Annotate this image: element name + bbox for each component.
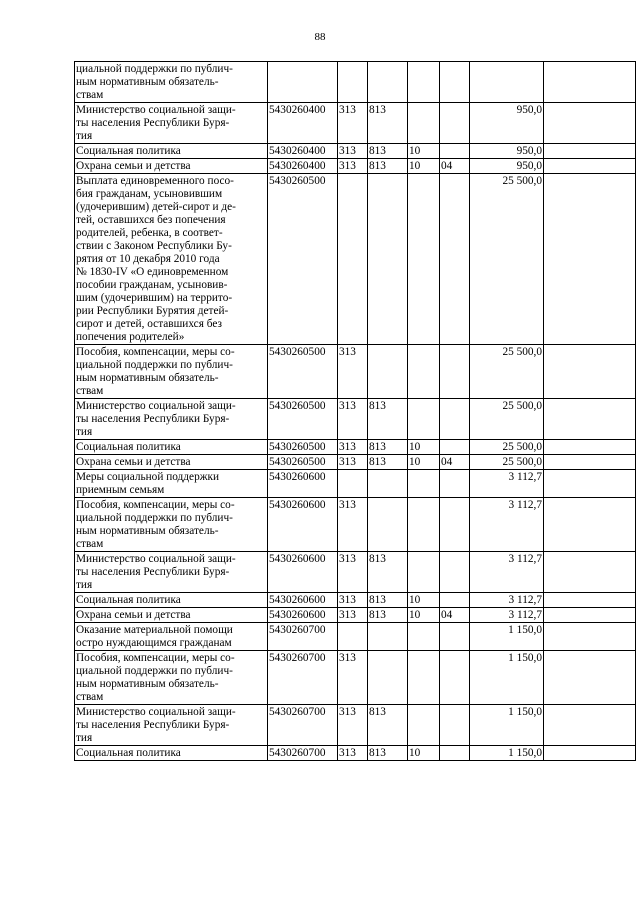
empty-cell bbox=[544, 62, 636, 103]
table-row bbox=[75, 399, 636, 440]
empty-cell bbox=[544, 746, 636, 761]
row-name-cell: Министерство социальной защи- ты населения Республики Буря- тия bbox=[75, 399, 268, 440]
subsection-cell bbox=[440, 62, 470, 103]
amount-cell: 1 150,0 bbox=[470, 746, 544, 761]
target-article-cell bbox=[268, 62, 338, 103]
expense-group-cell: 313 bbox=[338, 455, 368, 470]
subsection-cell bbox=[440, 174, 470, 345]
section-cell bbox=[408, 651, 440, 705]
expense-group-cell bbox=[338, 62, 368, 103]
expense-group-cell: 313 bbox=[338, 103, 368, 144]
ministry-code-cell: 813 bbox=[368, 103, 408, 144]
section-cell: 10 bbox=[408, 144, 440, 159]
amount-cell: 1 150,0 bbox=[470, 651, 544, 705]
amount-cell bbox=[470, 62, 544, 103]
amount-cell: 25 500,0 bbox=[470, 174, 544, 345]
section-cell bbox=[408, 62, 440, 103]
amount-cell: 1 150,0 bbox=[470, 623, 544, 651]
target-article-cell: 5430260600 bbox=[268, 470, 338, 498]
expense-group-cell: 313 bbox=[338, 399, 368, 440]
subsection-cell: 04 bbox=[440, 455, 470, 470]
table-row bbox=[75, 746, 636, 761]
subsection-cell bbox=[440, 399, 470, 440]
table-row bbox=[75, 103, 636, 144]
empty-cell bbox=[544, 623, 636, 651]
section-cell bbox=[408, 705, 440, 746]
expense-group-cell: 313 bbox=[338, 498, 368, 552]
section-cell bbox=[408, 399, 440, 440]
row-name-cell: циальной поддержки по публич- ным нормативным обязатель- ствам bbox=[75, 62, 268, 103]
target-article-cell: 5430260700 bbox=[268, 705, 338, 746]
empty-cell bbox=[544, 440, 636, 455]
table-row bbox=[75, 62, 636, 103]
table-row bbox=[75, 623, 636, 651]
table-row bbox=[75, 593, 636, 608]
section-cell: 10 bbox=[408, 608, 440, 623]
target-article-cell: 5430260500 bbox=[268, 345, 338, 399]
section-cell bbox=[408, 498, 440, 552]
target-article-cell: 5430260600 bbox=[268, 552, 338, 593]
ministry-code-cell bbox=[368, 651, 408, 705]
row-name-cell: Министерство социальной защи- ты населения Республики Буря- тия bbox=[75, 552, 268, 593]
section-cell bbox=[408, 174, 440, 345]
section-cell: 10 bbox=[408, 593, 440, 608]
target-article-cell: 5430260500 bbox=[268, 174, 338, 345]
ministry-code-cell: 813 bbox=[368, 552, 408, 593]
ministry-code-cell bbox=[368, 623, 408, 651]
ministry-code-cell bbox=[368, 345, 408, 399]
subsection-cell: 04 bbox=[440, 159, 470, 174]
empty-cell bbox=[544, 593, 636, 608]
ministry-code-cell: 813 bbox=[368, 440, 408, 455]
empty-cell bbox=[544, 103, 636, 144]
target-article-cell: 5430260400 bbox=[268, 159, 338, 174]
amount-cell: 25 500,0 bbox=[470, 345, 544, 399]
table-row bbox=[75, 705, 636, 746]
amount-cell: 3 112,7 bbox=[470, 552, 544, 593]
ministry-code-cell: 813 bbox=[368, 159, 408, 174]
table-row bbox=[75, 651, 636, 705]
subsection-cell bbox=[440, 144, 470, 159]
table-row bbox=[75, 498, 636, 552]
target-article-cell: 5430260600 bbox=[268, 498, 338, 552]
empty-cell bbox=[544, 552, 636, 593]
section-cell: 10 bbox=[408, 455, 440, 470]
row-name-cell: Социальная политика bbox=[75, 144, 268, 159]
subsection-cell bbox=[440, 470, 470, 498]
amount-cell: 3 112,7 bbox=[470, 608, 544, 623]
target-article-cell: 5430260700 bbox=[268, 623, 338, 651]
section-cell bbox=[408, 470, 440, 498]
target-article-cell: 5430260400 bbox=[268, 103, 338, 144]
empty-cell bbox=[544, 144, 636, 159]
subsection-cell bbox=[440, 623, 470, 651]
table-row bbox=[75, 552, 636, 593]
target-article-cell: 5430260500 bbox=[268, 440, 338, 455]
target-article-cell: 5430260400 bbox=[268, 144, 338, 159]
expense-group-cell: 313 bbox=[338, 345, 368, 399]
ministry-code-cell bbox=[368, 174, 408, 345]
amount-cell: 950,0 bbox=[470, 159, 544, 174]
subsection-cell bbox=[440, 345, 470, 399]
amount-cell: 3 112,7 bbox=[470, 470, 544, 498]
row-name-cell: Пособия, компенсации, меры со- циальной поддержки по публич- ным нормативным обязатель- ствам bbox=[75, 651, 268, 705]
subsection-cell bbox=[440, 705, 470, 746]
subsection-cell bbox=[440, 651, 470, 705]
section-cell bbox=[408, 552, 440, 593]
expense-group-cell: 313 bbox=[338, 651, 368, 705]
empty-cell bbox=[544, 399, 636, 440]
expense-group-cell: 313 bbox=[338, 593, 368, 608]
subsection-cell bbox=[440, 440, 470, 455]
ministry-code-cell: 813 bbox=[368, 455, 408, 470]
row-name-cell: Пособия, компенсации, меры со- циальной поддержки по публич- ным нормативным обязатель- ствам bbox=[75, 498, 268, 552]
empty-cell bbox=[544, 608, 636, 623]
ministry-code-cell: 813 bbox=[368, 705, 408, 746]
row-name-cell: Министерство социальной защи- ты населения Республики Буря- тия bbox=[75, 103, 268, 144]
expense-group-cell bbox=[338, 470, 368, 498]
expense-group-cell: 313 bbox=[338, 705, 368, 746]
subsection-cell bbox=[440, 498, 470, 552]
empty-cell bbox=[544, 345, 636, 399]
table-row bbox=[75, 345, 636, 399]
row-name-cell: Оказание материальной помощи остро нуждающимся гражданам bbox=[75, 623, 268, 651]
budget-table bbox=[74, 61, 636, 761]
section-cell bbox=[408, 623, 440, 651]
section-cell: 10 bbox=[408, 440, 440, 455]
target-article-cell: 5430260500 bbox=[268, 399, 338, 440]
target-article-cell: 5430260600 bbox=[268, 608, 338, 623]
table-row bbox=[75, 455, 636, 470]
expense-group-cell: 313 bbox=[338, 440, 368, 455]
ministry-code-cell: 813 bbox=[368, 746, 408, 761]
expense-group-cell: 313 bbox=[338, 746, 368, 761]
subsection-cell: 04 bbox=[440, 608, 470, 623]
expense-group-cell bbox=[338, 174, 368, 345]
section-cell bbox=[408, 345, 440, 399]
subsection-cell bbox=[440, 103, 470, 144]
subsection-cell bbox=[440, 552, 470, 593]
target-article-cell: 5430260500 bbox=[268, 455, 338, 470]
target-article-cell: 5430260600 bbox=[268, 593, 338, 608]
empty-cell bbox=[544, 159, 636, 174]
amount-cell: 3 112,7 bbox=[470, 593, 544, 608]
ministry-code-cell bbox=[368, 498, 408, 552]
row-name-cell: Охрана семьи и детства bbox=[75, 159, 268, 174]
subsection-cell bbox=[440, 593, 470, 608]
ministry-code-cell: 813 bbox=[368, 593, 408, 608]
section-cell: 10 bbox=[408, 159, 440, 174]
table-row bbox=[75, 470, 636, 498]
row-name-cell: Пособия, компенсации, меры со- циальной поддержки по публич- ным нормативным обязатель- ствам bbox=[75, 345, 268, 399]
subsection-cell bbox=[440, 746, 470, 761]
section-cell bbox=[408, 103, 440, 144]
page-number: 88 bbox=[314, 31, 326, 43]
ministry-code-cell: 813 bbox=[368, 608, 408, 623]
empty-cell bbox=[544, 651, 636, 705]
expense-group-cell: 313 bbox=[338, 144, 368, 159]
table-row bbox=[75, 440, 636, 455]
amount-cell: 25 500,0 bbox=[470, 399, 544, 440]
amount-cell: 25 500,0 bbox=[470, 440, 544, 455]
ministry-code-cell bbox=[368, 470, 408, 498]
row-name-cell: Социальная политика bbox=[75, 440, 268, 455]
empty-cell bbox=[544, 455, 636, 470]
expense-group-cell: 313 bbox=[338, 552, 368, 593]
row-name-cell: Охрана семьи и детства bbox=[75, 608, 268, 623]
table-row bbox=[75, 608, 636, 623]
amount-cell: 950,0 bbox=[470, 144, 544, 159]
row-name-cell: Выплата единовременного посо- бия гражданам, усыновившим (удочерившим) детей-сирот и де- тей, оставшихся без попечения родителей, ребенка, в соответ- ствии с Законом Республики Бу- рятия от 10 декабря 2010 года № 1830-IV «О единовременном пособии гражданам, усыновив- шим (удочерившим) на террито- рии Республики Бурятия детей- сирот и детей, оставшихся без попечения родителей» bbox=[75, 174, 268, 345]
ministry-code-cell bbox=[368, 62, 408, 103]
empty-cell bbox=[544, 498, 636, 552]
table-row bbox=[75, 159, 636, 174]
ministry-code-cell: 813 bbox=[368, 399, 408, 440]
row-name-cell: Меры социальной поддержки приемным семьям bbox=[75, 470, 268, 498]
expense-group-cell: 313 bbox=[338, 159, 368, 174]
expense-group-cell bbox=[338, 623, 368, 651]
amount-cell: 1 150,0 bbox=[470, 705, 544, 746]
ministry-code-cell: 813 bbox=[368, 144, 408, 159]
row-name-cell: Социальная политика bbox=[75, 746, 268, 761]
target-article-cell: 5430260700 bbox=[268, 746, 338, 761]
section-cell: 10 bbox=[408, 746, 440, 761]
row-name-cell: Министерство социальной защи- ты населения Республики Буря- тия bbox=[75, 705, 268, 746]
table-row bbox=[75, 144, 636, 159]
table-row bbox=[75, 174, 636, 345]
row-name-cell: Социальная политика bbox=[75, 593, 268, 608]
amount-cell: 25 500,0 bbox=[470, 455, 544, 470]
empty-cell bbox=[544, 470, 636, 498]
empty-cell bbox=[544, 174, 636, 345]
row-name-cell: Охрана семьи и детства bbox=[75, 455, 268, 470]
amount-cell: 950,0 bbox=[470, 103, 544, 144]
target-article-cell: 5430260700 bbox=[268, 651, 338, 705]
expense-group-cell: 313 bbox=[338, 608, 368, 623]
amount-cell: 3 112,7 bbox=[470, 498, 544, 552]
empty-cell bbox=[544, 705, 636, 746]
